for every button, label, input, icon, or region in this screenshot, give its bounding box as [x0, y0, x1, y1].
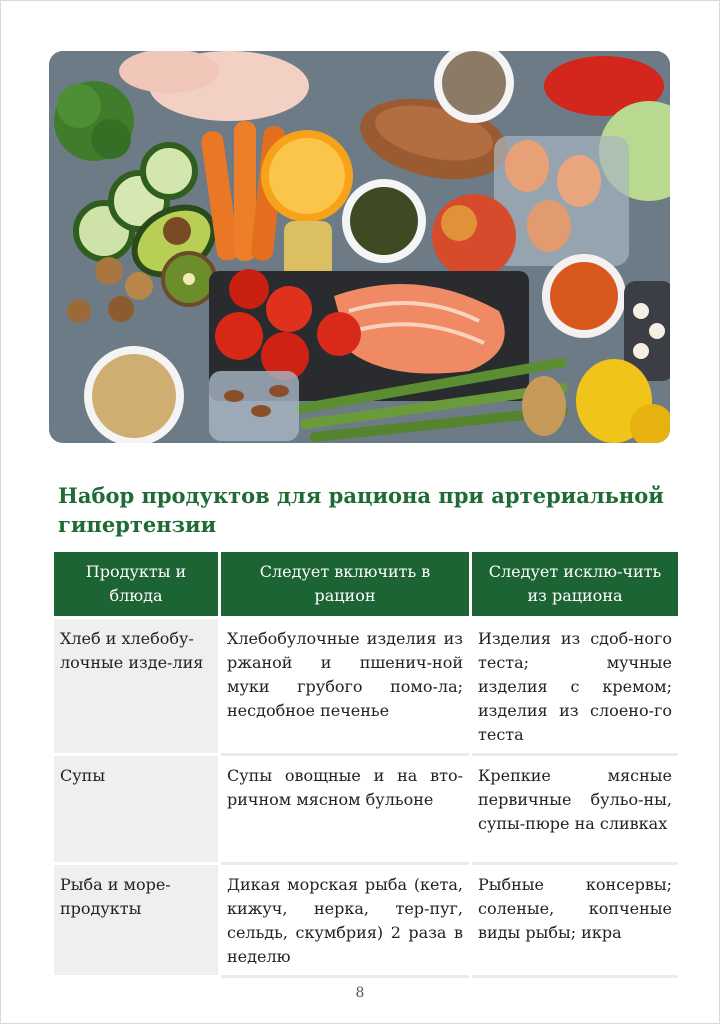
page-title: Набор продуктов для рациона при артериальной гипертензии	[58, 483, 664, 537]
row-include: Супы овощные и на вто-ричном мясном бульоне	[221, 756, 469, 865]
row-exclude: Крепкие мясные первичные бульо-ны, супы-пюре на сливках	[472, 756, 678, 865]
row-exclude: Изделия из сдоб-ного теста; мучные изделия с кремом; изделия из слоено-го теста	[472, 619, 678, 756]
row-category: Супы	[54, 756, 218, 865]
healthy-food-photo	[49, 51, 670, 443]
table-row	[54, 619, 678, 756]
row-category: Хлеб и хлебобу-лочные изде-лия	[54, 619, 218, 756]
header-products: Продукты и блюда	[54, 552, 218, 619]
tomatoes	[215, 312, 263, 360]
potato	[522, 376, 566, 436]
row-category: Рыба и море-продукты	[54, 865, 218, 978]
header-exclude: Следует исклю-чить из рациона	[472, 552, 678, 619]
row-exclude: Рыбные консервы; соленые, копченые виды рыбы; икра	[472, 865, 678, 978]
food-illustration	[49, 51, 670, 443]
header-include: Следует включить в рацион	[221, 552, 469, 619]
nuts	[95, 257, 123, 285]
products-table	[51, 552, 681, 978]
table-row	[54, 865, 678, 978]
apple	[432, 194, 516, 278]
table-row	[54, 756, 678, 865]
row-include: Дикая морская рыба (кета, кижуч, нерка, тер-пуг, сельдь, скумбрия) 2 раза в неделю	[221, 865, 469, 978]
row-include: Хлебобулочные изделия из ржаной и пшенич-ной муки грубого помо-ла; несдобное печенье	[221, 619, 469, 756]
table-header-row	[54, 552, 678, 619]
almonds	[209, 371, 299, 441]
page-number: 8	[355, 985, 365, 1001]
